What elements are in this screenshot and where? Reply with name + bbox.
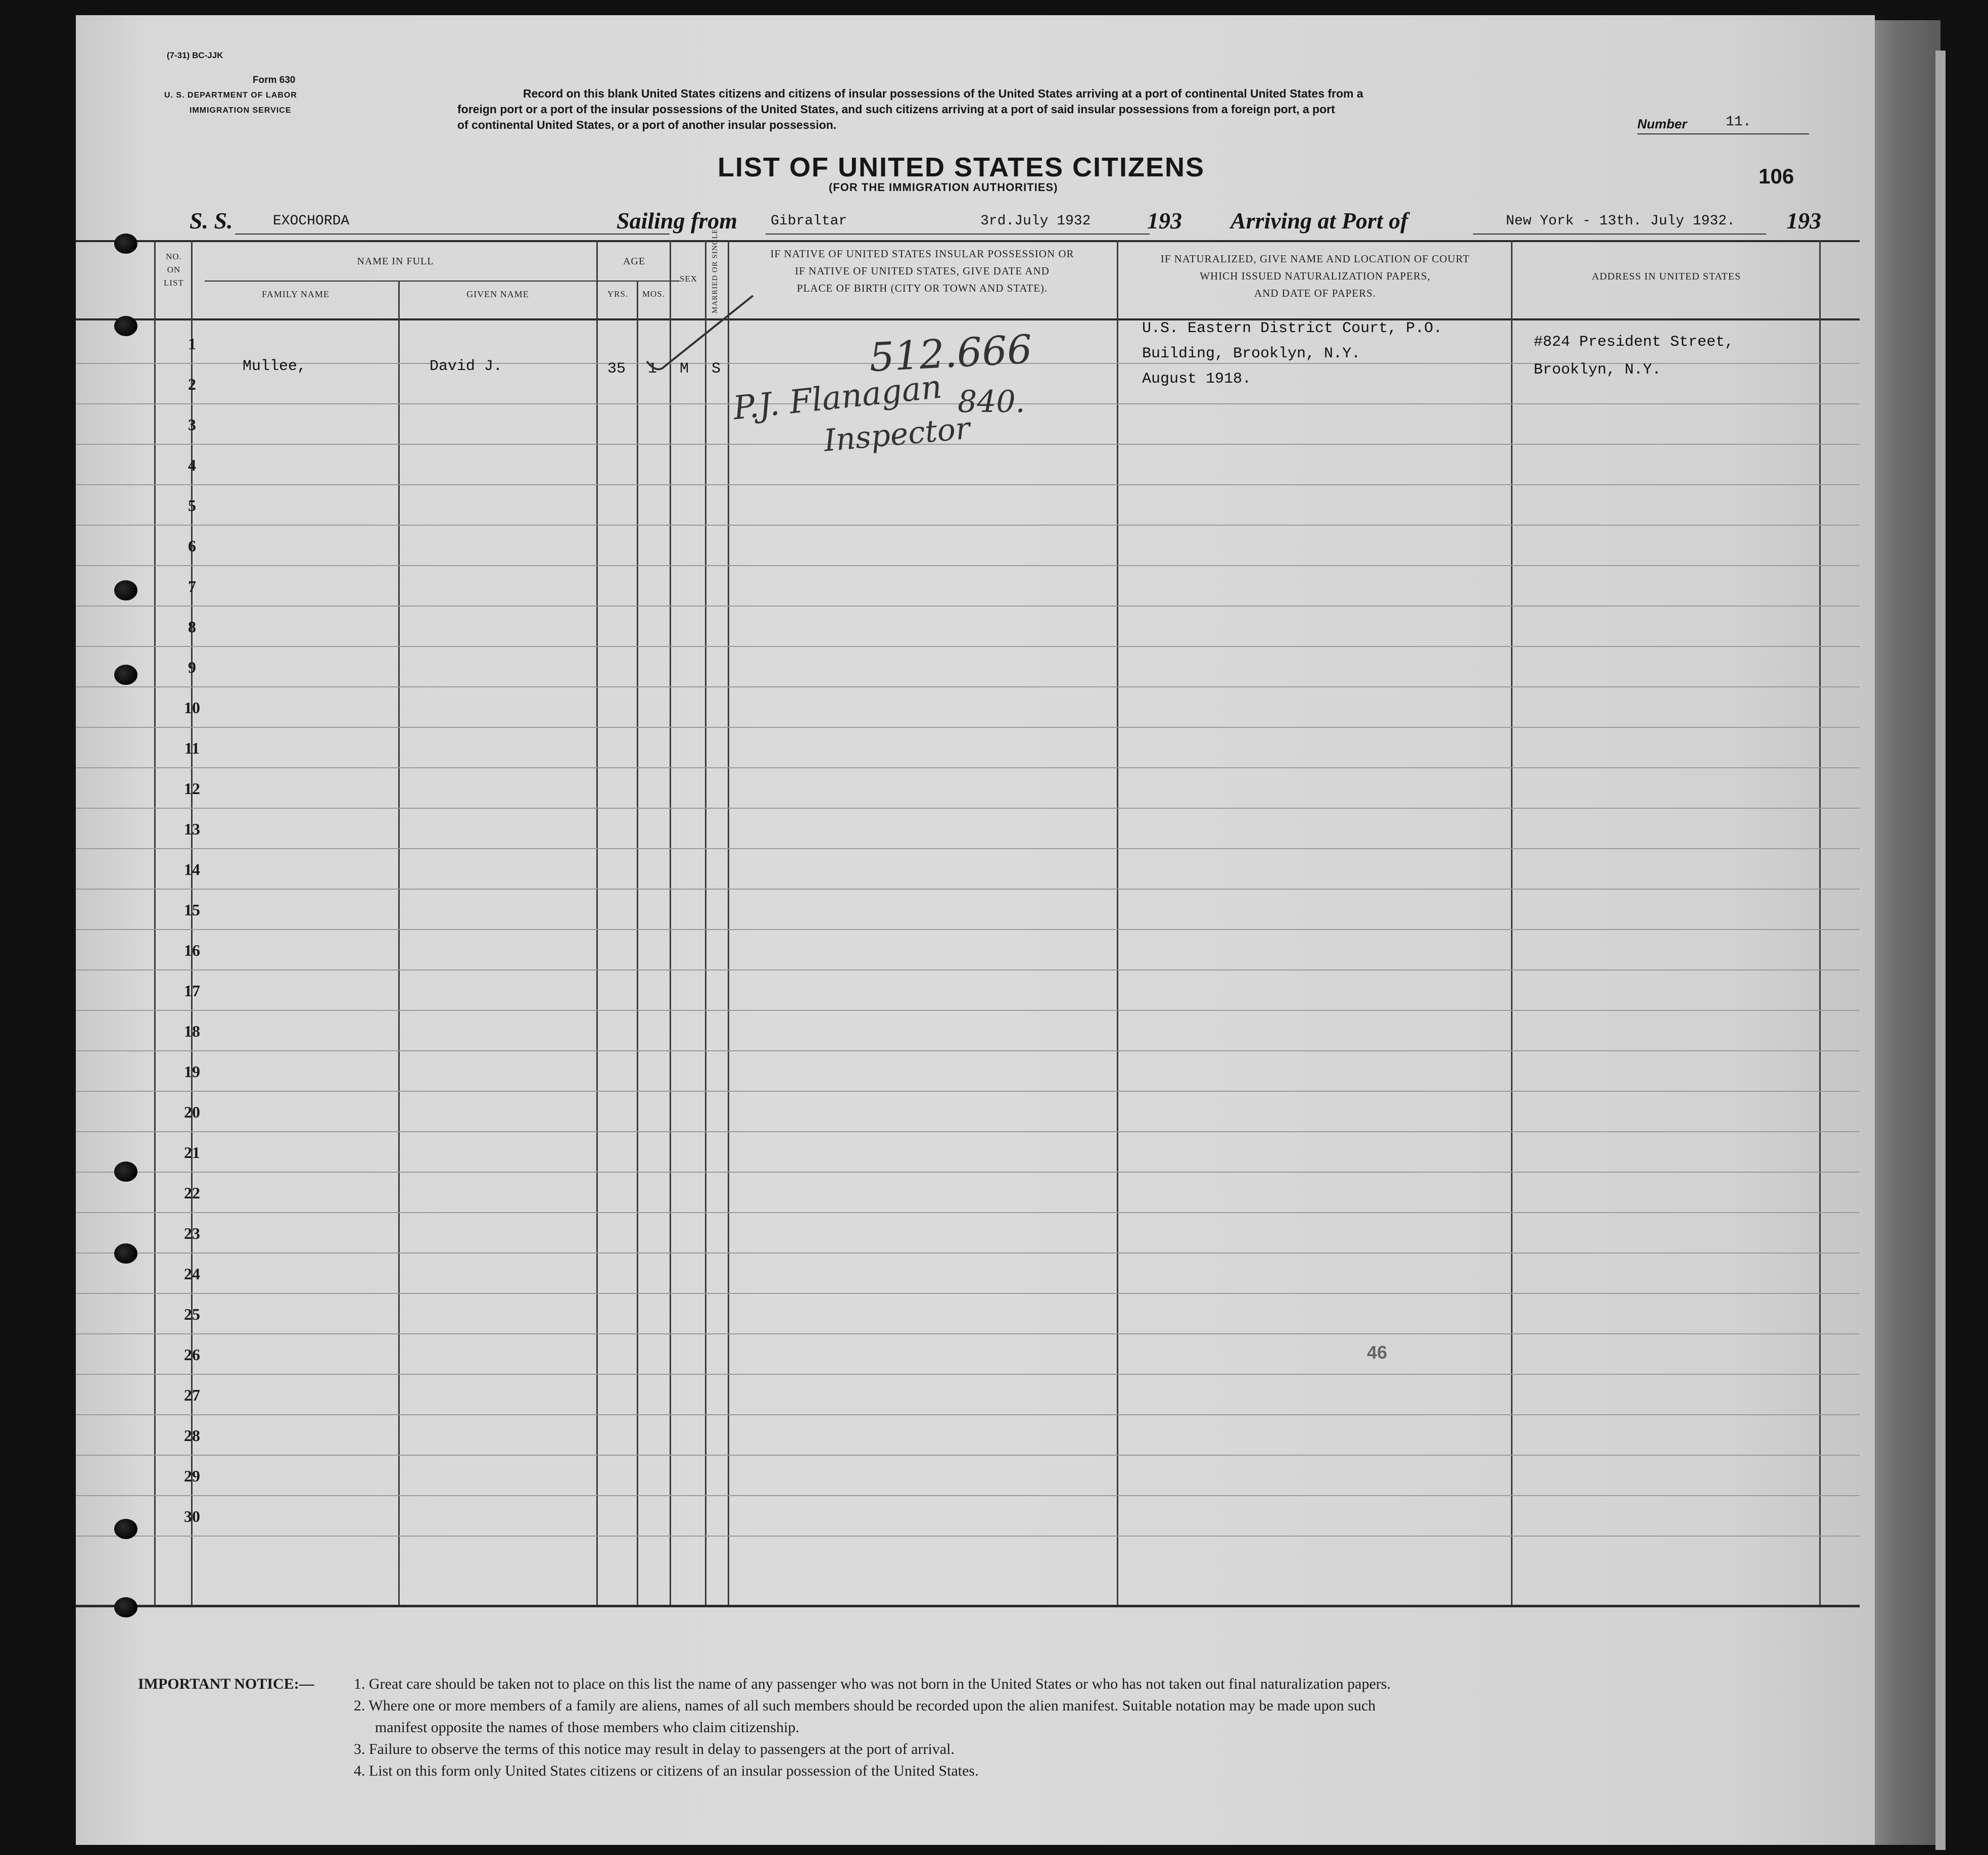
row-line: [76, 1536, 1860, 1537]
header-yrs: YRS.: [607, 289, 629, 299]
ship-name: EXOCHORDA: [273, 213, 350, 229]
row-number: 23: [184, 1224, 200, 1242]
instructions-line-2: foreign port or a port of the insular possessions of the United States, and such citizens arriving at a port of said insular possessions from a foreign port, a port: [457, 103, 1335, 116]
row-line: [76, 848, 1860, 849]
row-number: 21: [184, 1143, 200, 1162]
arriving-label: Arriving at Port of: [1230, 208, 1408, 234]
row-line: [76, 565, 1860, 566]
row-line: [76, 1091, 1860, 1092]
row-line: [76, 1131, 1860, 1132]
sailing-underline: [766, 234, 1150, 235]
entry-marital: S: [712, 360, 721, 378]
binder-hole: [114, 580, 137, 600]
header-age: AGE: [623, 256, 646, 267]
row-number: 9: [188, 658, 196, 676]
row-line: [76, 969, 1860, 970]
handwritten-code: 840.: [958, 384, 1025, 420]
row-line: [76, 606, 1860, 607]
row-number: 6: [188, 537, 196, 555]
row-number: 18: [184, 1022, 200, 1040]
header-native-line-1: IF NATIVE OF UNITED STATES INSULAR POSSESSION OR: [770, 248, 1074, 260]
row-number: 24: [184, 1265, 200, 1283]
underlying-sheet: [1865, 20, 1940, 1845]
instructions: [457, 86, 1610, 133]
entry-court-line-1: U.S. Eastern District Court, P.O.: [1142, 320, 1443, 337]
manifest-table: [76, 228, 1860, 1610]
table-bottom-rule: [76, 1605, 1860, 1607]
form-code: (7-31) BC-JJK: [167, 51, 223, 60]
row-number: 25: [184, 1305, 200, 1323]
header-naturalized-line-2: WHICH ISSUED NATURALIZATION PAPERS,: [1200, 270, 1431, 282]
ss-label: S. S.: [190, 208, 233, 234]
header-on: ON: [167, 265, 181, 274]
row-number: 27: [184, 1386, 200, 1404]
header-naturalized-line-3: AND DATE OF PAPERS.: [1254, 287, 1377, 299]
row-line: [76, 1253, 1860, 1254]
header-married-single: MARRIED OR SINGLE: [711, 228, 719, 313]
service: IMMIGRATION SERVICE: [190, 106, 292, 115]
row-line: [76, 646, 1860, 647]
row-line: [76, 1374, 1860, 1375]
row-number: 8: [188, 618, 196, 636]
header-name-in-full: NAME IN FULL: [357, 256, 434, 267]
manifest-page: [76, 15, 1875, 1845]
binder-hole: [114, 665, 137, 685]
row-line: [76, 1455, 1860, 1456]
row-number: 22: [184, 1184, 200, 1202]
header-mos: MOS.: [642, 289, 666, 299]
row-number: 7: [188, 577, 196, 595]
entry-sex: M: [680, 360, 689, 378]
header-list: LIST: [164, 278, 184, 288]
binder-hole: [114, 1162, 137, 1182]
header-address: ADDRESS IN UNITED STATES: [1591, 271, 1741, 282]
sailing-date: 3rd.July 1932: [980, 213, 1091, 229]
row-line: [76, 1010, 1860, 1011]
header-native-line-3: PLACE OF BIRTH (CITY OR TOWN AND STATE).: [796, 282, 1048, 294]
row-line: [76, 1293, 1860, 1294]
row-number: 17: [184, 982, 200, 1000]
number-value: 11.: [1726, 114, 1752, 130]
sailing-from: Gibraltar: [771, 213, 847, 229]
sailing-label: Sailing from: [617, 208, 738, 234]
check-mark: [642, 286, 763, 382]
department: U. S. DEPARTMENT OF LABOR: [164, 91, 297, 100]
row-number: 20: [184, 1103, 200, 1121]
row-line: [76, 1333, 1860, 1334]
entry-address: [1534, 329, 1734, 384]
row-number: 14: [184, 860, 200, 878]
row-line: [76, 1172, 1860, 1173]
form-number: Form 630: [253, 75, 296, 85]
binder-hole: [114, 316, 137, 336]
binder-hole: [114, 1519, 137, 1539]
entry-age-months: 1: [648, 360, 657, 378]
handwritten-signature-title: Inspector: [822, 410, 972, 459]
header-given-name: GIVEN NAME: [466, 289, 529, 299]
arriving-year-suffix: 193: [1786, 208, 1821, 234]
notice-item-3: 3. Failure to observe the terms of this notice may result in delay to passengers at the port of arrival.: [354, 1741, 955, 1757]
voyage-line: [190, 207, 1847, 238]
entry-court-line-2: Building, Brooklyn, N.Y.: [1142, 345, 1361, 362]
row-line: [76, 808, 1860, 809]
row-number: 10: [184, 699, 200, 717]
header-sex: SEX: [679, 274, 698, 284]
header-family-name: FAMILY NAME: [262, 289, 329, 299]
notice-item-1: 1. Great care should be taken not to place on this list the name of any passenger who was not born in the United States or who has not taken out final naturalization papers.: [354, 1676, 1391, 1692]
row-number: 26: [184, 1346, 200, 1364]
header-naturalized-line-1: IF NATURALIZED, GIVE NAME AND LOCATION OF COURT: [1160, 253, 1470, 265]
entry-court: [1142, 316, 1442, 392]
entry-age-years: 35: [607, 360, 626, 378]
notice-label: IMPORTANT NOTICE:—: [138, 1676, 314, 1692]
row-line: [76, 767, 1860, 768]
row-number: 13: [184, 820, 200, 838]
row-number: 16: [184, 941, 200, 959]
handwritten-file-number: 512.666: [868, 327, 1033, 381]
row-number: 1: [188, 335, 196, 353]
row-number: 12: [184, 779, 200, 798]
row-line: [76, 889, 1860, 890]
instructions-line-1: Record on this blank United States citizens and citizens of insular possessions of the United States arriving at a port of continental United States from a: [523, 87, 1363, 100]
binder-hole: [114, 234, 137, 254]
number-field: [1637, 116, 1809, 134]
stamp-number: 46: [1367, 1342, 1388, 1363]
notice-item-4: 4. List on this form only United States citizens or citizens of an insular possession of the United States.: [354, 1763, 979, 1779]
row-line: [76, 686, 1860, 687]
row-number: 28: [184, 1426, 200, 1445]
row-number: 4: [188, 456, 196, 474]
row-number: 19: [184, 1062, 200, 1081]
row-number: 2: [188, 375, 196, 393]
arriving-underline: [1473, 234, 1766, 235]
ship-underline: [235, 234, 670, 235]
page-subtitle: (FOR THE IMMIGRATION AUTHORITIES): [829, 181, 1058, 194]
arriving-port: New York - 13th. July 1932.: [1506, 213, 1735, 229]
row-line: [76, 1212, 1860, 1213]
row-line: [76, 1050, 1860, 1051]
instructions-line-3: of continental United States, or a port of another insular possession.: [457, 118, 837, 131]
row-line: [76, 1414, 1860, 1415]
row-number: 5: [188, 496, 196, 515]
row-number: 29: [184, 1467, 200, 1485]
row-line: [76, 484, 1860, 485]
notice-item-2a: 2. Where one or more members of a family are aliens, names of all such members should be recorded upon the alien manifest. Suitable notation may be made upon such: [354, 1697, 1376, 1714]
notice-item-2b: manifest opposite the names of those members who claim citizenship.: [375, 1719, 799, 1736]
entry-given-name: David J.: [430, 358, 503, 375]
row-number: 30: [184, 1507, 200, 1525]
entry-court-line-3: August 1918.: [1142, 370, 1252, 388]
page-title: LIST OF UNITED STATES CITIZENS: [718, 152, 1205, 182]
row-line: [76, 929, 1860, 930]
handwritten-signature: P.J. Flanagan: [731, 368, 944, 428]
page-edge: [1935, 51, 1946, 1850]
entry-address-line-1: #824 President Street,: [1534, 334, 1734, 351]
entry-address-line-2: Brooklyn, N.Y.: [1534, 361, 1662, 379]
row-number: 3: [188, 415, 196, 434]
row-number: 15: [184, 901, 200, 919]
row-line: [76, 727, 1860, 728]
row-line: [76, 525, 1860, 526]
page-stamp-number: 106: [1759, 164, 1794, 188]
header-native-line-2: IF NATIVE OF UNITED STATES, GIVE DATE AND: [795, 265, 1050, 277]
binder-hole: [114, 1243, 137, 1264]
row-line: [76, 1495, 1860, 1496]
row-number: 11: [184, 739, 200, 757]
binder-hole: [114, 1597, 137, 1617]
entry-family-name: Mullee,: [243, 358, 307, 375]
number-label: Number: [1637, 116, 1687, 131]
sailing-year-suffix: 193: [1147, 208, 1182, 234]
header-no: NO.: [166, 252, 182, 261]
